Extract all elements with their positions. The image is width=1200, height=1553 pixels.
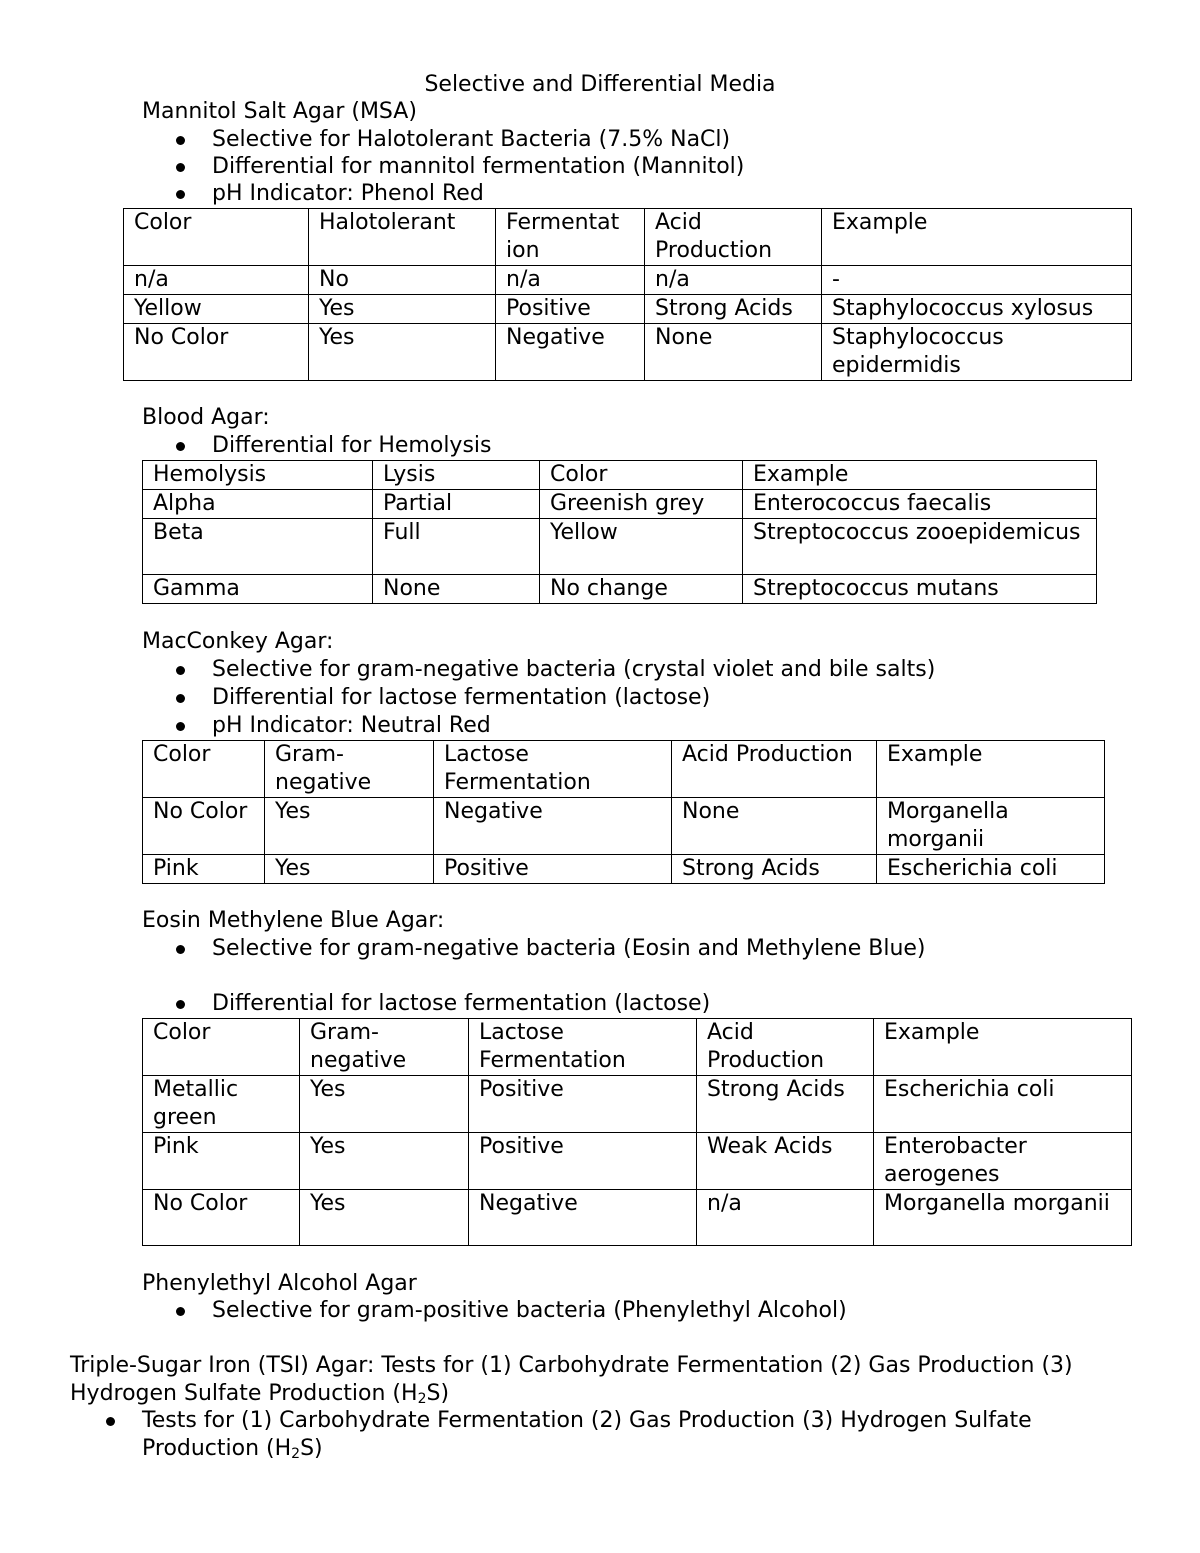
macconkey-bullet-3: pH Indicator: Neutral Red [212,712,491,740]
table-header-row [143,741,1105,798]
table-cell: Weak Acids [697,1133,874,1190]
table-header-cell: Example [877,741,1105,798]
table-header-cell: Acid Production [672,741,877,798]
table-cell: Greenish grey [540,490,743,519]
bullet-icon [176,190,185,199]
table-cell: Alpha [143,490,373,519]
table-row [124,295,1132,324]
table-cell: Negative [496,324,645,381]
bullet-icon [176,163,185,172]
table-cell: Morganella morganii [877,798,1105,855]
table-cell: Yellow [540,519,743,575]
tsi-bullet-1: Tests for (1) Carbohydrate Fermentation (2) Gas Production (3) Hydrogen Sulfate Production $(H_2S)$ [142,1407,1132,1463]
msa-bullet-3: pH Indicator: Phenol Red [212,180,484,208]
table-cell: Streptococcus mutans [743,575,1097,604]
msa-heading: Mannitol Salt Agar (MSA) [142,99,417,124]
emb-table [142,1018,1132,1246]
macconkey-table [142,740,1105,884]
table-header-cell: Color [143,1019,300,1076]
blood-table [142,460,1097,604]
table-cell: n/a [496,266,645,295]
table-header-cell: Color [124,209,309,266]
table-cell: None [645,324,822,381]
emb-bullet-1: Selective for gram-negative bacteria (Eosin and Methylene Blue) [212,935,926,963]
bullet-icon [176,722,185,731]
table-cell: No change [540,575,743,604]
table-cell: None [672,798,877,855]
table-header-cell: Fermentat ion [496,209,645,266]
table-cell: Yes [300,1190,469,1246]
bullet-icon [176,442,185,451]
msa-bullet-1: Selective for Halotolerant Bacteria (7.5% NaCl) [212,126,730,154]
table-cell: Yes [265,855,434,884]
table-cell: Partial [373,490,540,519]
macconkey-bullet-2: Differential for lactose fermentation (lactose) [212,684,710,712]
table-cell: Yes [309,324,496,381]
table-header-cell: Example [822,209,1132,266]
blood-bullet-1: Differential for Hemolysis [212,432,492,460]
table-row [124,324,1132,381]
bullet-icon [176,1000,185,1009]
bullet-icon [176,1307,185,1316]
table-header-cell: Gram-negative [265,741,434,798]
table-cell: Staphylococcus epidermidis [822,324,1132,381]
table-cell: Beta [143,519,373,575]
table-cell: Positive [469,1133,697,1190]
blood-heading: Blood Agar: [142,405,270,430]
table-cell: No Color [143,1190,300,1246]
table-cell: Full [373,519,540,575]
table-cell: - [822,266,1132,295]
table-row [143,1133,1132,1190]
table-cell: No Color [143,798,265,855]
emb-heading: Eosin Methylene Blue Agar: [142,908,445,933]
table-cell: Yes [265,798,434,855]
macconkey-bullet-1: Selective for gram-negative bacteria (crystal violet and bile salts) [212,656,935,684]
bullet-icon [176,666,185,675]
tsi-heading: Triple-Sugar Iron (TSI) Agar: Tests for (1) Carbohydrate Fermentation (2) Gas Production (3) Hydrogen Sulfate Production $(H_2S)$ [70,1353,1073,1407]
table-cell: Yellow [124,295,309,324]
table-cell: Gamma [143,575,373,604]
table-cell: No Color [124,324,309,381]
table-cell: Escherichia coli [874,1076,1132,1133]
table-header-cell: Color [143,741,265,798]
table-header-cell: Lactose Fermentation [434,741,672,798]
table-header-cell: Example [874,1019,1132,1076]
table-cell: Escherichia coli [877,855,1105,884]
table-row [143,490,1097,519]
table-cell: Metallic green [143,1076,300,1133]
table-cell: Yes [309,295,496,324]
table-cell: Positive [434,855,672,884]
table-cell: Negative [469,1190,697,1246]
table-header-cell: Color [540,461,743,490]
table-row [143,1076,1132,1133]
table-header-row [124,209,1132,266]
table-header-cell: Example [743,461,1097,490]
table-cell: n/a [645,266,822,295]
table-header-cell: Halotolerant [309,209,496,266]
table-row [143,575,1097,604]
table-header-cell: Lysis [373,461,540,490]
table-cell: Pink [143,1133,300,1190]
table-header-cell: Acid Production [645,209,822,266]
table-cell: n/a [697,1190,874,1246]
table-cell: Streptococcus zooepidemicus [743,519,1097,575]
table-header-row [143,1019,1132,1076]
bullet-icon [176,136,185,145]
table-header-cell: Acid Production [697,1019,874,1076]
table-row [124,266,1132,295]
table-row [143,519,1097,575]
table-row [143,798,1105,855]
page-title: Selective and Differential Media [424,72,776,97]
pea-bullet-1: Selective for gram-positive bacteria (Phenylethyl Alcohol) [212,1297,847,1325]
table-cell: Negative [434,798,672,855]
table-cell: Morganella morganii [874,1190,1132,1246]
table-cell: Strong Acids [645,295,822,324]
pea-heading: Phenylethyl Alcohol Agar [142,1271,417,1296]
table-cell: Strong Acids [697,1076,874,1133]
table-header-cell: Gram-negative [300,1019,469,1076]
table-cell: Enterobacter aerogenes [874,1133,1132,1190]
table-row [143,855,1105,884]
table-header-row [143,461,1097,490]
table-cell: n/a [124,266,309,295]
macconkey-heading: MacConkey Agar: [142,629,334,654]
table-cell: Positive [496,295,645,324]
table-row [143,1190,1132,1246]
msa-bullet-2: Differential for mannitol fermentation (Mannitol) [212,153,744,181]
table-cell: Pink [143,855,265,884]
table-cell: Yes [300,1076,469,1133]
table-cell: Staphylococcus xylosus [822,295,1132,324]
bullet-icon [176,694,185,703]
table-cell: Strong Acids [672,855,877,884]
bullet-icon [106,1417,115,1426]
table-cell: Enterococcus faecalis [743,490,1097,519]
table-cell: None [373,575,540,604]
bullet-icon [176,945,185,954]
table-header-cell: Hemolysis [143,461,373,490]
table-cell: Positive [469,1076,697,1133]
table-cell: No [309,266,496,295]
table-cell: Yes [300,1133,469,1190]
emb-bullet-2: Differential for lactose fermentation (lactose) [212,990,710,1018]
table-header-cell: Lactose Fermentation [469,1019,697,1076]
msa-table [123,208,1132,381]
